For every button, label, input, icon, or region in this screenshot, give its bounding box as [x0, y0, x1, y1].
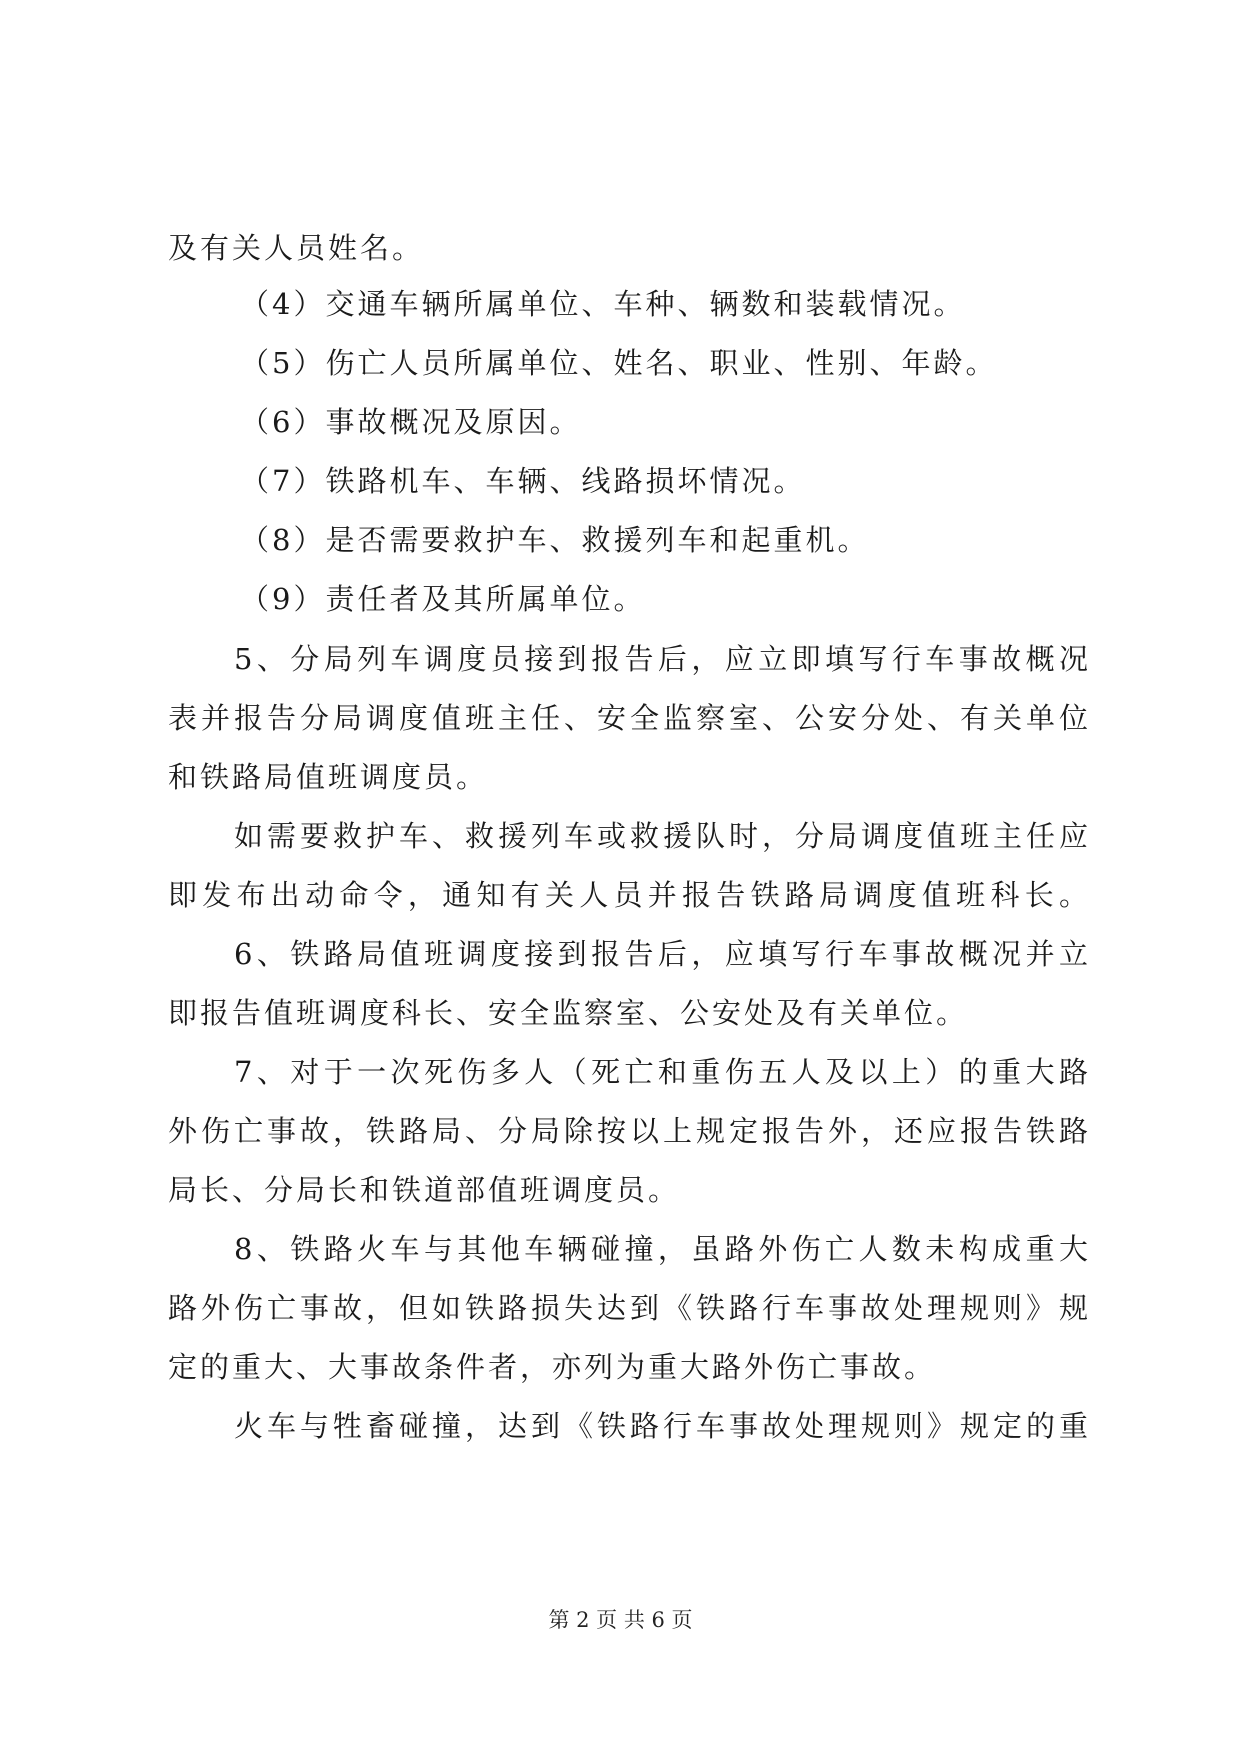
text-line: 即报告值班调度科长、安全监察室、公安处及有关单位。 [168, 996, 969, 1030]
text-line: 7、对于一次死伤多人（死亡和重伤五人及以上）的重大路 [234, 1055, 1088, 1089]
text-line: （4）交通车辆所属单位、车种、辆数和装载情况。 [240, 287, 966, 321]
text-line: 和铁路局值班调度员。 [168, 760, 489, 794]
text-line: （6）事故概况及原因。 [240, 405, 582, 439]
page-number-footer: 第 2 页 共 6 页 [548, 1608, 693, 1632]
text-line: 路外伤亡事故，但如铁路损失达到《铁路行车事故处理规则》规 [168, 1291, 1088, 1325]
text-line: （9）责任者及其所属单位。 [240, 582, 646, 616]
text-line: 火车与牲畜碰撞，达到《铁路行车事故处理规则》规定的重 [234, 1409, 1088, 1443]
text-line: 局长、分局长和铁道部值班调度员。 [168, 1173, 681, 1207]
text-line: 外伤亡事故，铁路局、分局除按以上规定报告外，还应报告铁路 [168, 1114, 1088, 1148]
text-line: 及有关人员姓名。 [168, 231, 425, 265]
text-line: 如需要救护车、救援列车或救援队时，分局调度值班主任应 [234, 819, 1088, 853]
text-line: 5、分局列车调度员接到报告后，应立即填写行车事故概况 [234, 642, 1088, 676]
text-line: 即发布出动命令，通知有关人员并报告铁路局调度值班科长。 [168, 878, 1088, 912]
text-line: 表并报告分局调度值班主任、安全监察室、公安分处、有关单位 [168, 701, 1088, 735]
text-line: （8）是否需要救护车、救援列车和起重机。 [240, 523, 870, 557]
text-line: 8、铁路火车与其他车辆碰撞，虽路外伤亡人数未构成重大 [234, 1232, 1088, 1266]
text-line: 定的重大、大事故条件者，亦列为重大路外伤亡事故。 [168, 1350, 937, 1384]
text-line: 6、铁路局值班调度接到报告后，应填写行车事故概况并立 [234, 937, 1088, 971]
text-line: （5）伤亡人员所属单位、姓名、职业、性别、年龄。 [240, 346, 998, 380]
text-line: （7）铁路机车、车辆、线路损坏情况。 [240, 464, 806, 498]
